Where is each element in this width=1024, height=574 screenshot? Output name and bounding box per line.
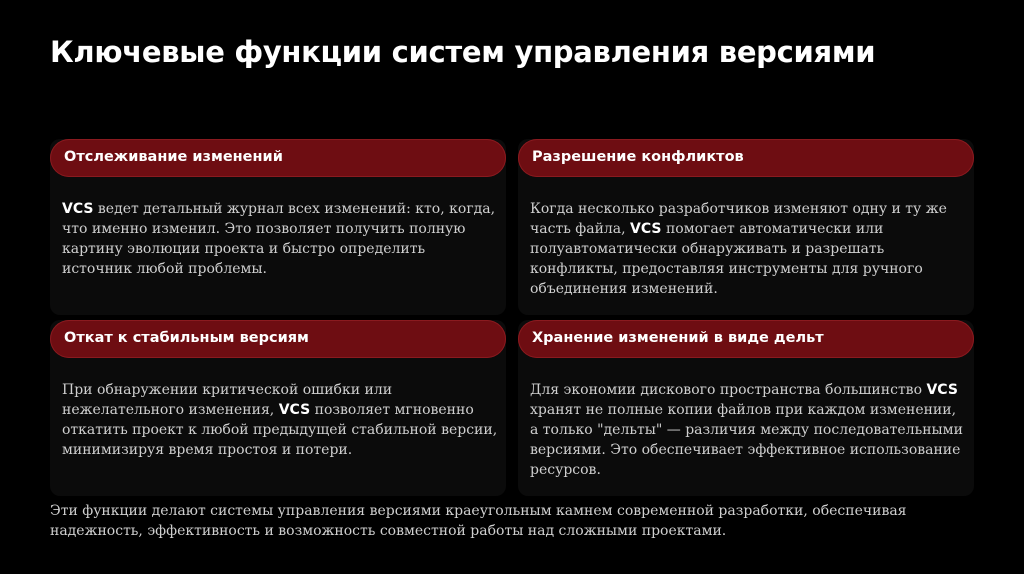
card-heading: Хранение изменений в виде дельт (532, 330, 824, 346)
card-body (62, 380, 498, 460)
card-body-text: Для экономии дискового пространства большинство (530, 382, 927, 398)
vcs-term: VCS (630, 221, 662, 237)
vcs-term: VCS (278, 402, 311, 418)
feature-card-change-tracking (50, 139, 506, 315)
card-body-text: ведет детальный журнал всех изменений: кто, когда, что именно изменил. Это позволяет получить полную картину эволюции проекта и быстро определить источник любой проблемы. (62, 201, 496, 277)
card-body-text: позволяет мгновенно откатить проект к любой предыдущей стабильной версии, минимизируя время простоя и потери. (62, 402, 498, 458)
card-header (518, 139, 974, 177)
vcs-term: VCS (926, 382, 958, 398)
card-body (530, 380, 966, 480)
slide-title: Ключевые функции систем управления версиями (50, 35, 876, 69)
card-body-text: При обнаружении критической ошибки или нежелательного изменения, (62, 382, 393, 418)
card-header (50, 139, 506, 177)
card-heading: Откат к стабильным версиям (64, 330, 309, 346)
card-body-text: Когда несколько разработчиков изменяют одну и ту же часть файла, (530, 201, 947, 237)
card-header (50, 320, 506, 358)
card-header (518, 320, 974, 358)
card-body (62, 199, 498, 279)
card-heading: Разрешение конфликтов (532, 149, 744, 165)
card-body (530, 199, 966, 299)
feature-card-conflict-resolution (518, 139, 974, 315)
card-heading: Отслеживание изменений (64, 149, 283, 165)
vcs-term: VCS (62, 201, 94, 217)
feature-card-rollback (50, 320, 506, 496)
feature-card-delta-storage (518, 320, 974, 496)
card-body-text: помогает автоматически или полуавтоматически обнаруживать и разрешать конфликты, предоставляя инструменты для ручного объединения изменений. (530, 221, 923, 297)
slide-footer-summary: Эти функции делают системы управления версиями краеугольным камнем современной разработки, обеспечивая надежность, эффективность и возможность совместной работы над сложными проектами. (50, 503, 907, 539)
card-body-text: хранят не полные копии файлов при каждом изменении, а только "дельты" — различия между последовательными версиями. Это обеспечивает эффективное использование ресурсов. (530, 402, 963, 478)
